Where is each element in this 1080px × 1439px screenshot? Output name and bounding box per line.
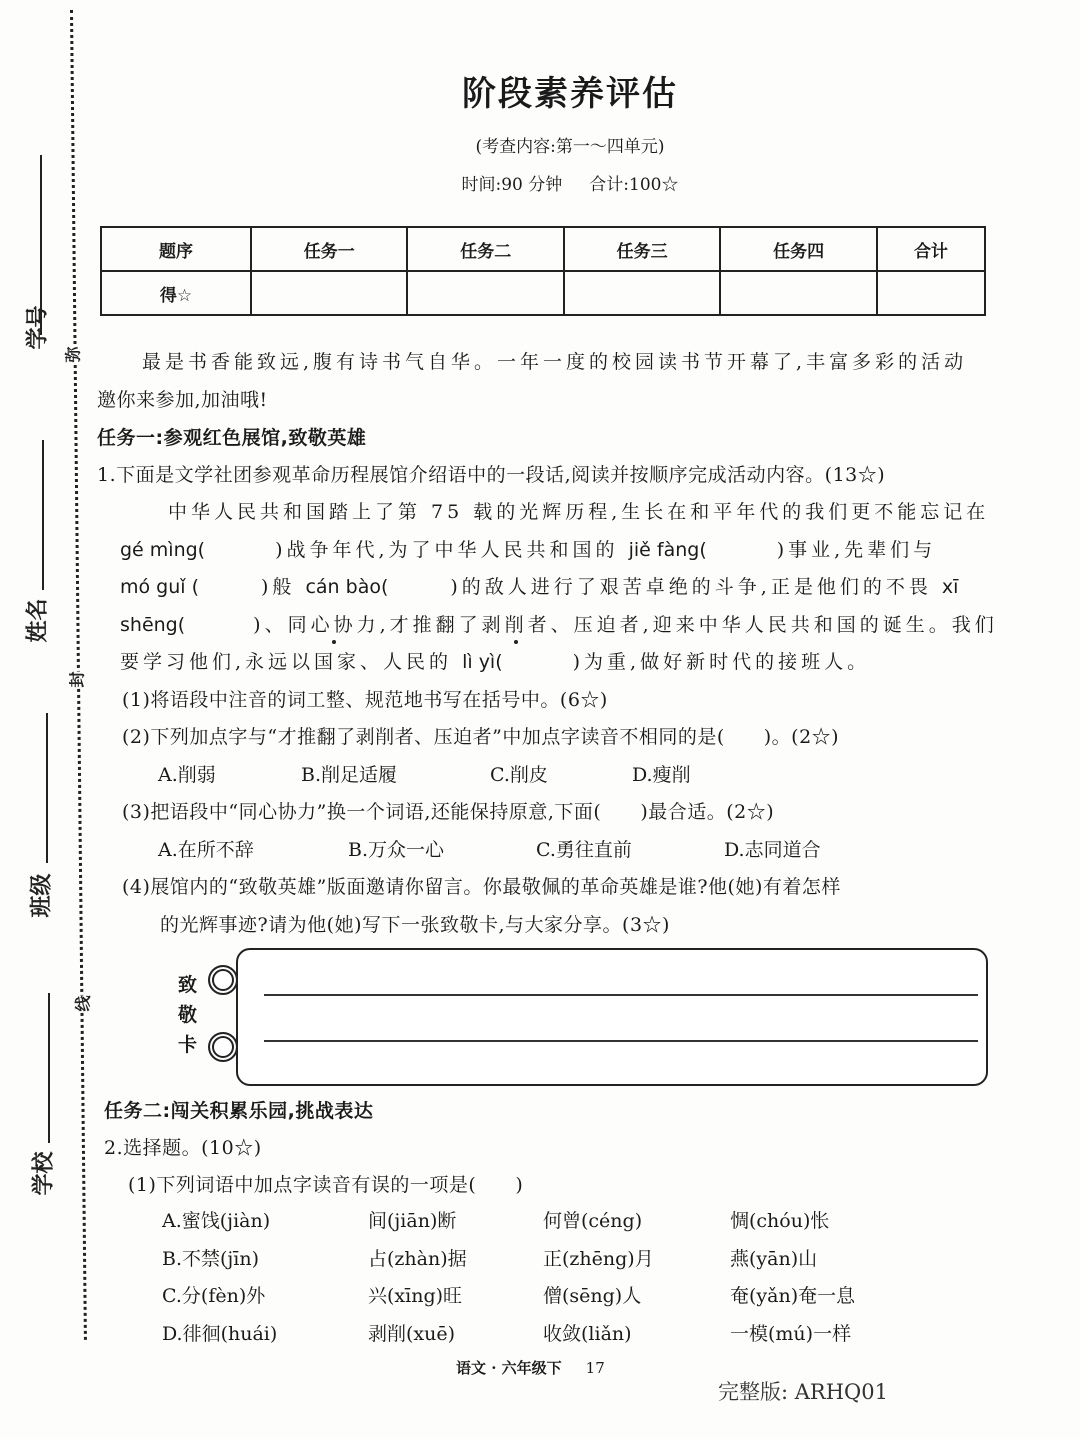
card-label-char: 敬 bbox=[178, 1004, 198, 1026]
dotted-char-xiao: 削 bbox=[504, 614, 528, 636]
pinyin-xisheng: shēng( bbox=[120, 614, 186, 636]
q1-sub1: (1)将语段中注音的词工整、规范地书写在括号中。(6☆) bbox=[122, 689, 608, 711]
passage-line-2 bbox=[120, 535, 936, 562]
passage-line-4 bbox=[120, 610, 998, 637]
score-cell-total[interactable] bbox=[877, 271, 985, 315]
score-row-label: 得☆ bbox=[101, 271, 251, 315]
score-cell-task1[interactable] bbox=[251, 271, 407, 315]
seal-char-xian: 线 bbox=[71, 995, 94, 1011]
pinyin-xi: xī bbox=[941, 576, 959, 598]
dotted-text: 同心协力 bbox=[287, 614, 380, 636]
school-field-line[interactable] bbox=[48, 993, 50, 1143]
option-cell: 惆(chóu)怅 bbox=[730, 1210, 830, 1232]
exam-total: 合计:100☆ bbox=[589, 175, 679, 195]
name-field-line[interactable] bbox=[42, 440, 44, 590]
card-writing-line-2[interactable] bbox=[264, 1040, 978, 1042]
option-c[interactable]: C.削皮 bbox=[490, 764, 548, 786]
passage-text: )事业,先辈们与 bbox=[776, 539, 937, 561]
option-cell: D.徘徊(huái) bbox=[162, 1322, 278, 1345]
header-cell: 任务二 bbox=[407, 227, 563, 271]
score-table-header-row bbox=[101, 227, 985, 271]
card-label-char: 卡 bbox=[178, 1034, 198, 1056]
seal-char-mi: 弥 bbox=[61, 346, 84, 362]
option-cell: A.蜜饯(jiàn) bbox=[162, 1210, 271, 1232]
intro-line-1: 最是书香能致远,腹有诗书气自华。一年一度的校园读书节开幕了,丰富多彩的活动 bbox=[142, 351, 968, 373]
passage-text: )为重,做好新时代的接班人。 bbox=[572, 651, 871, 673]
card-writing-line-1[interactable] bbox=[264, 994, 978, 996]
pinyin-geming: gé mìng( bbox=[120, 539, 206, 561]
option-cell: 何曾(céng) bbox=[543, 1210, 643, 1232]
class-field-line[interactable] bbox=[46, 713, 48, 863]
option-cell: 兴(xīng)旺 bbox=[368, 1285, 463, 1307]
intro-line-2: 邀你来参加,加油哦! bbox=[97, 389, 268, 411]
tribute-card bbox=[236, 948, 988, 1086]
option-cell: 僧(sēng)人 bbox=[543, 1285, 642, 1307]
passage-text: )般 bbox=[261, 576, 306, 598]
q1-sub4-line2: 的光辉事迹?请为他(她)写下一张致敬卡,与大家分享。(3☆) bbox=[160, 914, 670, 936]
option-cell: 收敛(liǎn) bbox=[543, 1322, 632, 1345]
option-c[interactable]: C.勇往直前 bbox=[536, 839, 632, 861]
option-cell: 奄(yǎn)奄一息 bbox=[730, 1285, 856, 1307]
passage-line-3 bbox=[120, 572, 958, 599]
option-cell: 正(zhēng)月 bbox=[543, 1247, 654, 1270]
pinyin-mogui: mó guǐ ( bbox=[120, 576, 200, 598]
q1-sub4-line1: (4)展馆内的“致敬英雄”版面邀请你留言。你最敬佩的革命英雄是谁?他(她)有着怎样 bbox=[122, 876, 841, 898]
passage-line-5 bbox=[120, 647, 870, 674]
header-cell: 任务四 bbox=[720, 227, 876, 271]
q1-sub3-stem: (3)把语段中“同心协力”换一个词语,还能保持原意,下面( )最合适。(2☆) bbox=[122, 801, 775, 823]
passage-text: )、 bbox=[253, 614, 288, 636]
option-cell: 间(jiān)断 bbox=[368, 1210, 457, 1232]
option-a[interactable]: A.削弱 bbox=[158, 764, 216, 786]
header-cell: 合计 bbox=[877, 227, 985, 271]
option-cell: 一模(mú)一样 bbox=[730, 1322, 852, 1345]
header-cell: 题序 bbox=[101, 227, 251, 271]
score-cell-task3[interactable] bbox=[564, 271, 720, 315]
task2-heading: 任务二:闯关积累乐园,挑战表达 bbox=[104, 1100, 374, 1122]
pinyin-liyi: lì yì( bbox=[462, 651, 503, 673]
watermark-code: 完整版: ARHQ01 bbox=[718, 1380, 888, 1404]
option-a[interactable]: A.在所不辞 bbox=[158, 839, 254, 861]
task1-heading: 任务一:参观红色展馆,致敬英雄 bbox=[97, 427, 367, 449]
exam-meta bbox=[0, 170, 1080, 195]
option-cell: 燕(yān)山 bbox=[730, 1247, 818, 1270]
option-b[interactable]: B.万众一心 bbox=[348, 839, 445, 861]
score-cell-task4[interactable] bbox=[720, 271, 876, 315]
dotted-word-tongxinxieli bbox=[288, 614, 380, 636]
option-d[interactable]: D.瘦削 bbox=[632, 764, 691, 786]
page-number: 17 bbox=[585, 1359, 605, 1377]
option-d[interactable]: D.志同道合 bbox=[724, 839, 821, 861]
passage-text: 者、压迫者,迎来中华人民共和国的诞生。我们 bbox=[527, 614, 998, 636]
option-cell: C.分(fèn)外 bbox=[162, 1285, 266, 1307]
passage-text: ,才推翻了剥 bbox=[379, 614, 505, 636]
header-cell: 任务三 bbox=[564, 227, 720, 271]
seal-char-feng: 封 bbox=[65, 671, 88, 687]
exam-scope: (考查内容:第一～四单元) bbox=[475, 137, 665, 157]
score-table-score-row bbox=[101, 271, 985, 315]
score-cell-task2[interactable] bbox=[407, 271, 563, 315]
card-ring-icon bbox=[208, 1032, 238, 1062]
school-label: 学校 bbox=[31, 1151, 57, 1196]
q1-sub2-stem: (2)下列加点字与“才推翻了剥削者、压迫者”中加点字读音不相同的是( )。(2☆) bbox=[122, 726, 840, 748]
page-footer bbox=[456, 1357, 605, 1378]
option-cell: 剥削(xuē) bbox=[368, 1322, 456, 1345]
header-cell: 任务一 bbox=[251, 227, 407, 271]
pinyin-jiefang: jiě fàng( bbox=[628, 539, 707, 561]
option-b[interactable]: B.削足适履 bbox=[301, 764, 398, 786]
passage-text: 要学习他们,永远以国家、人民的 bbox=[120, 651, 463, 673]
passage-text: )战争年代,为了中华人民共和国的 bbox=[275, 539, 629, 561]
card-ring-icon bbox=[208, 965, 238, 995]
score-table bbox=[100, 226, 986, 316]
pinyin-canbao: cán bào( bbox=[305, 576, 389, 598]
page-title: 阶段素养评估 bbox=[462, 74, 678, 114]
student-id-label: 学号 bbox=[25, 305, 51, 350]
q2-sub1-stem: (1)下列词语中加点字读音有误的一项是( ) bbox=[128, 1174, 524, 1196]
card-label-char: 致 bbox=[178, 974, 198, 996]
class-label: 班级 bbox=[29, 873, 55, 918]
passage-text: )的敌人进行了艰苦卓绝的斗争,正是他们的不畏 bbox=[450, 576, 942, 598]
q2-stem: 2.选择题。(10☆) bbox=[104, 1137, 262, 1159]
exam-time: 时间:90 分钟 bbox=[461, 175, 563, 195]
passage-line-1: 中华人民共和国踏上了第 75 载的光辉历程,生长在和平年代的我们更不能忘记在 bbox=[168, 501, 990, 523]
option-cell: B.不禁(jīn) bbox=[162, 1247, 260, 1270]
option-cell: 占(zhàn)据 bbox=[368, 1247, 467, 1270]
footer-subject: 语文 · 六年级下 bbox=[456, 1359, 562, 1377]
name-label: 姓名 bbox=[25, 598, 51, 643]
q1-stem: 1.下面是文学社团参观革命历程展馆介绍语中的一段话,阅读并按顺序完成活动内容。(13☆) bbox=[97, 464, 886, 486]
